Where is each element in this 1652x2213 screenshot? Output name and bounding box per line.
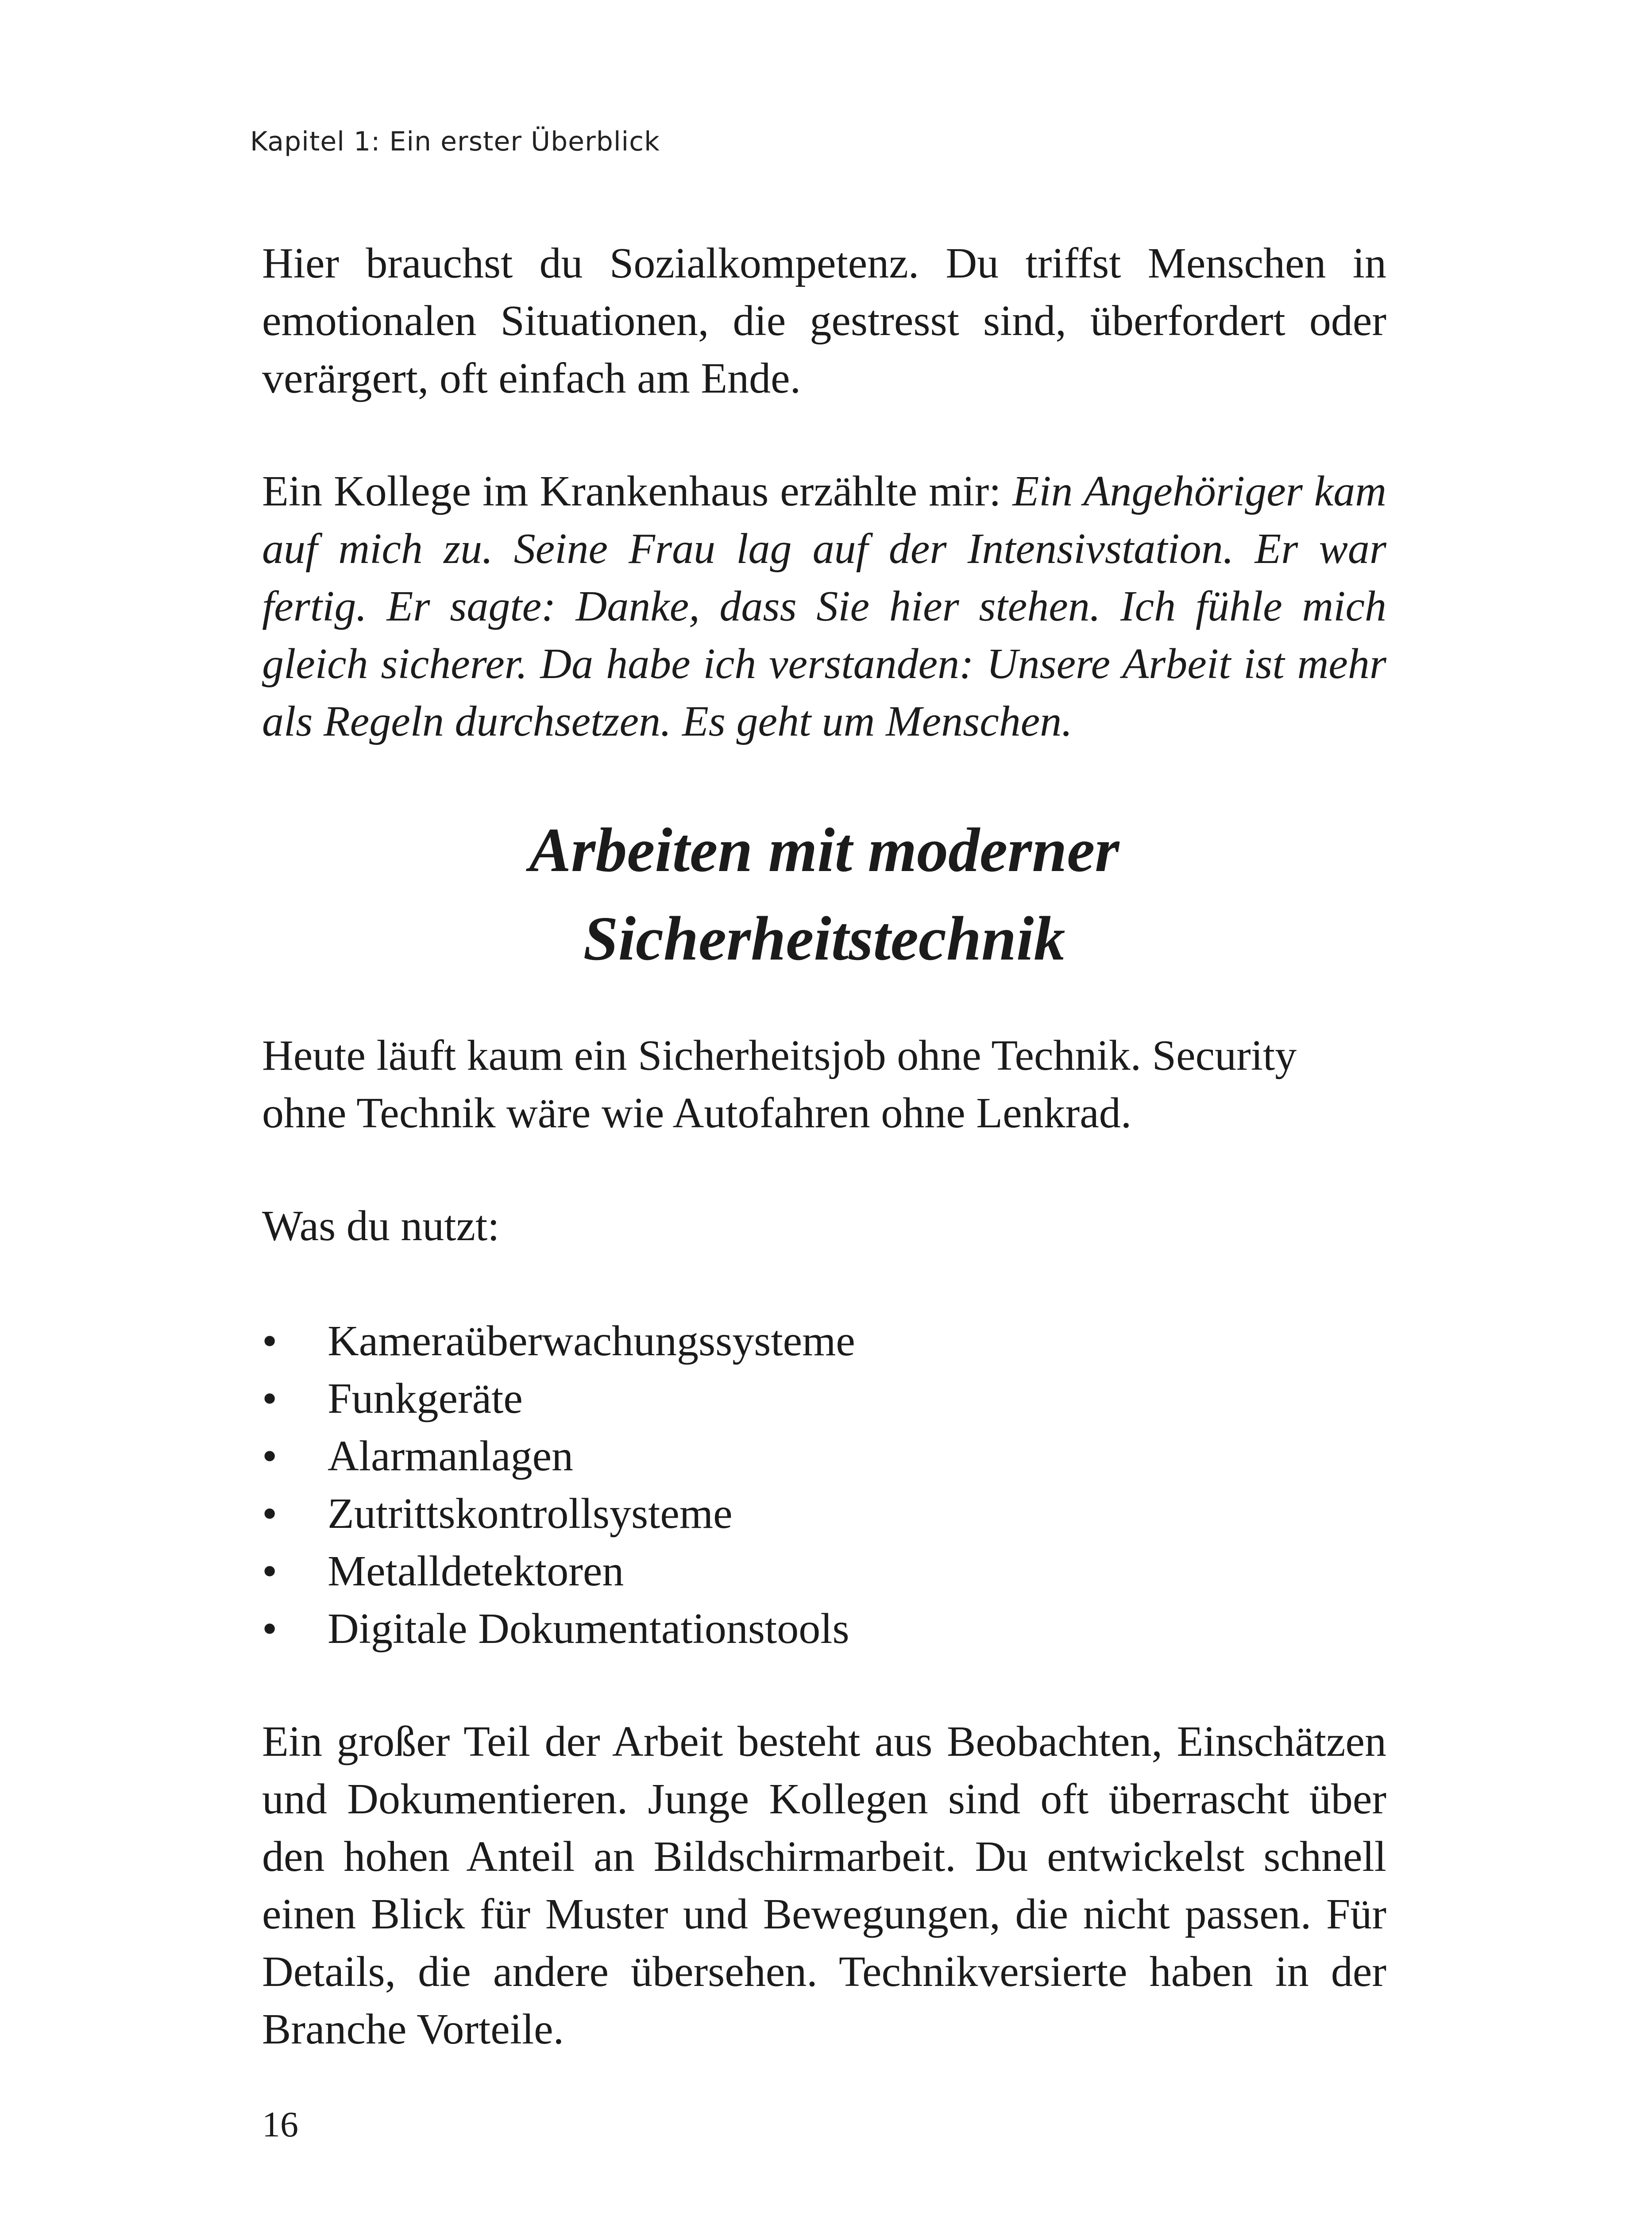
paragraph-social-competence: Hier brauchst du Sozialkompetenz. Du triffst Menschen in emotionalen Situationen, die gestresst sind, überfordert oder verärgert, oft einfach am Ende. xyxy=(262,239,1386,402)
paragraph-list-intro: Was du nutzt: xyxy=(262,1202,500,1250)
bullet-icon: • xyxy=(262,1547,278,1595)
list-item xyxy=(262,1427,1386,1485)
list-item-text: Kameraüberwachungssysteme xyxy=(328,1317,855,1365)
bullet-icon: • xyxy=(262,1490,278,1538)
bullet-icon: • xyxy=(262,1605,278,1653)
list-item-text: Metalldetektoren xyxy=(328,1547,624,1595)
list-item xyxy=(262,1370,1386,1427)
list-item xyxy=(262,1312,1386,1370)
list-item xyxy=(262,1485,1386,1542)
list-item xyxy=(262,1600,1386,1658)
paragraph-intro-text: Ein Kollege im Krankenhaus erzählte mir: xyxy=(262,467,1013,515)
page-number: 16 xyxy=(262,2104,298,2144)
paragraph-technology-intro: Heute läuft kaum ein Sicherheitsjob ohne Technik. Security ohne Technik wäre wie Autofahren ohne Lenkrad. xyxy=(262,1032,1297,1137)
paragraph-colleague-quote xyxy=(262,463,1386,750)
section-heading xyxy=(262,806,1386,983)
bullet-icon: • xyxy=(262,1317,278,1365)
list-item-text: Digitale Dokumentationstools xyxy=(328,1605,849,1653)
bullet-icon: • xyxy=(262,1375,278,1423)
section-heading-line-1: Arbeiten mit moderner xyxy=(529,815,1119,885)
italic-quote: Ein Angehöriger kam auf mich zu. Seine Frau lag auf der Intensivstation. Er war fertig. Er sagte: Danke, dass Sie hier stehen. Ich fühle mich gleich sicherer. Da habe ich verstanden: Unsere Arbeit ist mehr als Regeln durchsetzen. Es geht um Menschen. xyxy=(262,467,1387,745)
bullet-icon: • xyxy=(262,1432,278,1480)
list-item-text: Alarmanlagen xyxy=(328,1432,574,1480)
running-header: Kapitel 1: Ein erster Überblick xyxy=(250,126,660,157)
list-item-text: Funkgeräte xyxy=(328,1375,523,1423)
list-item-text: Zutrittskontrollsysteme xyxy=(328,1490,733,1538)
paragraph-observation-work: Ein großer Teil der Arbeit besteht aus Beobachten, Einschätzen und Dokumentieren. Junge Kollegen sind oft überrascht über den hohen Anteil an Bildschirmarbeit. Du entwickelst schnell einen Blick für Muster und Bewegungen, die nicht passen. Für Details, die andere übersehen. Technikversierte haben in der Branche Vorteile. xyxy=(262,1718,1386,2053)
section-heading-line-2: Sicherheitstechnik xyxy=(583,903,1065,973)
equipment-list xyxy=(262,1312,1386,1658)
list-item xyxy=(262,1542,1386,1600)
